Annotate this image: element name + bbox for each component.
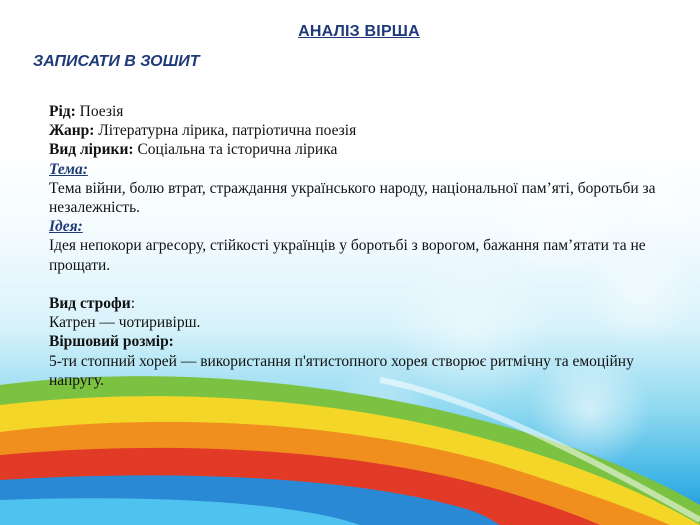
zhanr-value: Літературна лірика, патріотична поезія: [94, 122, 357, 140]
tema-text: Тема війни, болю втрат, страждання українського народу, національної пам’яті, боротьби за незалежність.: [49, 179, 656, 217]
page-title: [0, 23, 700, 41]
rozmir-label-row: [49, 332, 674, 351]
rid-value: Поезія: [75, 103, 124, 120]
vyd-strofy-row: [49, 294, 674, 313]
vyd-liryky-label: Вид лірики:: [49, 141, 134, 159]
ideia-label: Ідея:: [49, 218, 83, 236]
zhanr-label: Жанр:: [49, 122, 95, 140]
title-text: АНАЛІЗ ВІРША: [298, 23, 420, 40]
rid-row: [49, 102, 674, 121]
rid-label: Рід:: [49, 103, 76, 120]
ideia-text: Ідея непокори агресору, стійкості українців у боротьбі з ворогом, бажання пам’ятати та не прощати.: [49, 237, 646, 274]
analysis-content: [49, 102, 674, 390]
rozmir-value: 5-ти стопний хорей — використання п'ятистопного хорея створює ритмічну та емоційну напругу.: [49, 352, 634, 389]
zhanr-row: [49, 121, 674, 140]
vyd-strofy-label: Вид строфи: [49, 295, 131, 313]
tema-label-row: [49, 160, 674, 179]
subtitle: ЗАПИСАТИ В ЗОШИТ: [33, 53, 200, 70]
vyd-liryky-row: [49, 140, 674, 159]
ideia-label-row: [49, 217, 674, 236]
rozmir-label: Віршовий розмір:: [49, 333, 174, 351]
tema-label: Тема:: [49, 160, 88, 178]
spacer: [49, 275, 674, 294]
vyd-strofy-colon: :: [130, 295, 136, 313]
vyd-liryky-value: Соціальна та історична лірика: [133, 141, 338, 159]
vyd-strofy-value: Катрен — чотиривірш.: [49, 314, 201, 332]
